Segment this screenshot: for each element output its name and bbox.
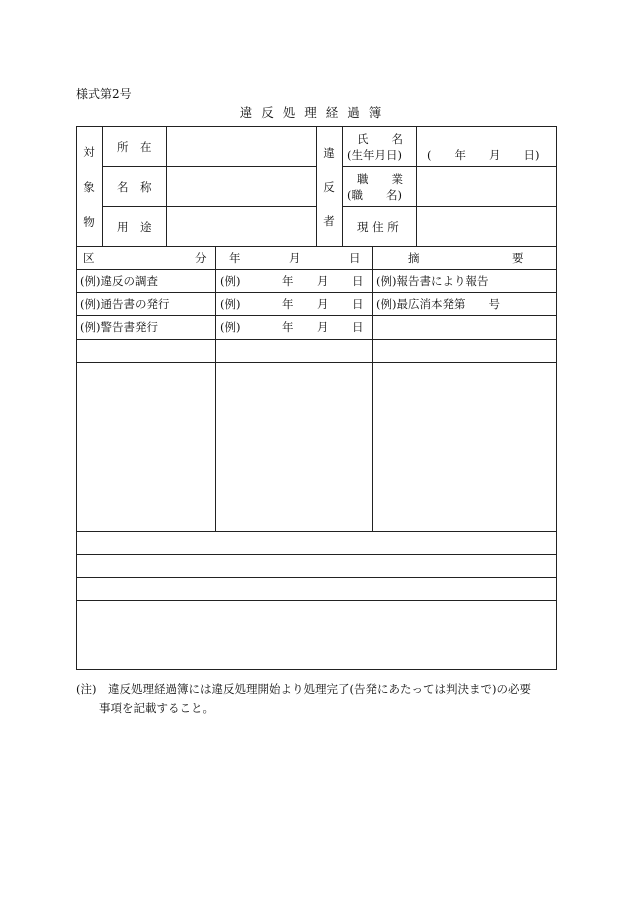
row-category: (例)通告書の発行 (80, 297, 170, 311)
divider (76, 600, 557, 601)
divider (342, 206, 556, 207)
row-date-month: 月 (317, 320, 329, 334)
row-date-day: 日 (352, 274, 364, 288)
category-header-a: 区 (83, 251, 95, 265)
violator-name-label: 氏 名 (357, 132, 403, 146)
violator-label-3: 者 (323, 214, 335, 228)
footnote-line-1: (注) 違反処理経過簿には違反処理開始より処理完了(告発にあたっては判決まで)の必要 (76, 682, 531, 696)
target-name-label: 名 称 (117, 180, 152, 194)
target-label-3: 物 (83, 215, 95, 229)
divider (372, 246, 373, 531)
divider (76, 269, 557, 270)
category-header-b: 分 (195, 251, 207, 265)
violator-address-label: 現 住 所 (357, 220, 399, 234)
divider (76, 577, 557, 578)
row-category: (例)違反の調査 (80, 274, 158, 288)
divider (76, 246, 557, 247)
violator-dob-label: (生年月日) (347, 148, 402, 162)
form-number: 様式第2号 (76, 87, 132, 101)
divider (76, 531, 557, 532)
row-date-year: 年 (282, 274, 294, 288)
row-date-year: 年 (282, 297, 294, 311)
row-date-year: 年 (282, 320, 294, 334)
divider (102, 206, 316, 207)
target-use-label: 用 途 (117, 220, 152, 234)
row-date-prefix: (例) (220, 274, 241, 288)
divider (76, 339, 557, 340)
violator-label-2: 反 (323, 180, 335, 194)
row-date-day: 日 (352, 320, 364, 334)
target-location-label: 所 在 (117, 140, 152, 154)
table-border-bottom (76, 669, 557, 670)
row-date-day: 日 (352, 297, 364, 311)
divider (76, 362, 557, 363)
row-date-prefix: (例) (220, 297, 241, 311)
row-date-prefix: (例) (220, 320, 241, 334)
page-title: 違反処理経過簿 (239, 105, 391, 120)
row-date-month: 月 (317, 297, 329, 311)
summary-header-b: 要 (512, 251, 524, 265)
violator-dob-format: ( 年 月 日) (427, 148, 540, 162)
divider (102, 126, 103, 246)
divider (316, 126, 317, 246)
divider (215, 246, 216, 531)
divider (76, 292, 557, 293)
violator-position-label: (職 名) (347, 188, 402, 202)
divider (102, 166, 316, 167)
violator-label-1: 違 (323, 146, 335, 160)
row-summary: (例)報告書により報告 (376, 274, 489, 288)
row-date-month: 月 (317, 274, 329, 288)
divider (416, 126, 417, 246)
divider (166, 126, 167, 246)
table-border-right (556, 126, 557, 670)
row-summary: (例)最広消本発第 号 (376, 297, 500, 311)
violator-job-label: 職 業 (357, 172, 403, 186)
divider (76, 554, 557, 555)
date-header-year: 年 (229, 251, 241, 265)
footnote-line-2: 事項を記載すること。 (76, 701, 214, 715)
divider (342, 126, 343, 246)
table-border-left (76, 126, 77, 670)
divider (76, 315, 557, 316)
summary-header-a: 摘 (408, 251, 420, 265)
footnote (76, 680, 531, 718)
target-label-2: 象 (83, 180, 95, 194)
date-header-day: 日 (349, 251, 361, 265)
row-category: (例)警告書発行 (80, 320, 158, 334)
target-label-1: 対 (83, 145, 95, 159)
date-header-month: 月 (289, 251, 301, 265)
divider (342, 166, 556, 167)
